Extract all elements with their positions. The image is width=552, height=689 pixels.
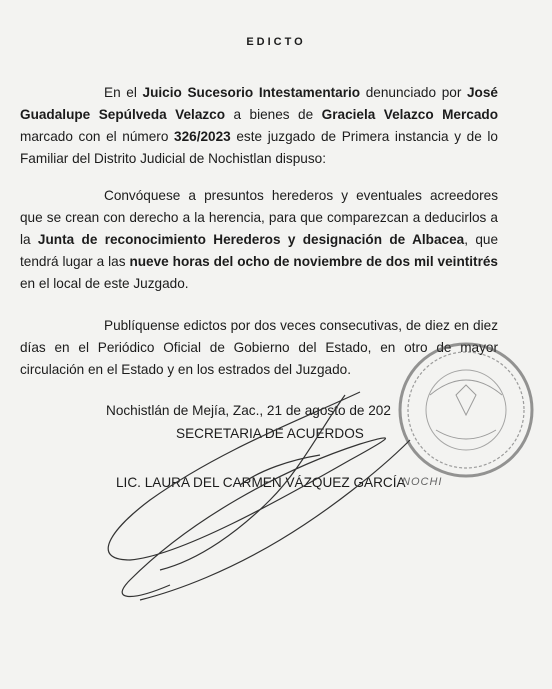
case-type: Juicio Sucesorio Intestamentario (142, 85, 361, 100)
document-title: EDICTO (246, 36, 306, 48)
case-number: 326/2023 (174, 129, 231, 144)
publication-text: Publíquense edictos por dos veces consecutivas, de diez en diez días en el Periódico Oficial de Gobierno del Estado, en otro de mayor circulación en el Estado y en los estrados del Juzgado. (20, 318, 498, 377)
p1-text-4: marcado con el número (20, 129, 175, 144)
signature-scribble (108, 392, 410, 600)
p1-text-3: a bienes de (225, 107, 322, 122)
p1-text-5: este juzgado de Primera instancia y de lo Familiar del Distrito Judicial de Nochistlan dispuso: (20, 129, 498, 166)
hearing-datetime: nueve horas del ocho de noviembre de dos mil veintitrés (129, 254, 498, 269)
p2-text-1: Convóquese a presuntos herederos y eventuales acreedores que se crean con derecho a la herencia, para que comparezcan a deducirlos a la (20, 188, 498, 247)
p2-text-2: , que tendrá lugar a las (20, 232, 499, 269)
signatory-name: LIC. LAURA DEL CARMEN VÁZQUEZ GARCÍA (116, 475, 406, 490)
p1-text-2: denunciado por (360, 85, 467, 100)
paragraph-summons (20, 185, 498, 295)
deceased-name: Graciela Velazco Mercado (321, 107, 498, 122)
hearing-type: Junta de reconocimiento Herederos y designación de Albacea (37, 232, 465, 247)
paragraph-case (20, 82, 498, 170)
p1-text-1: En el (104, 85, 143, 100)
stamp-fragment: NOCHI (402, 476, 443, 488)
claimant-name: José Guadalupe Sepúlveda Velazco (20, 85, 498, 122)
p2-text-3: en el local de este Juzgado. (20, 276, 189, 291)
paragraph-publication (20, 315, 498, 381)
office-title: SECRETARIA DE ACUERDOS (176, 426, 364, 441)
place-date: Nochistlán de Mejía, Zac., 21 de agosto de 202 (106, 403, 391, 418)
